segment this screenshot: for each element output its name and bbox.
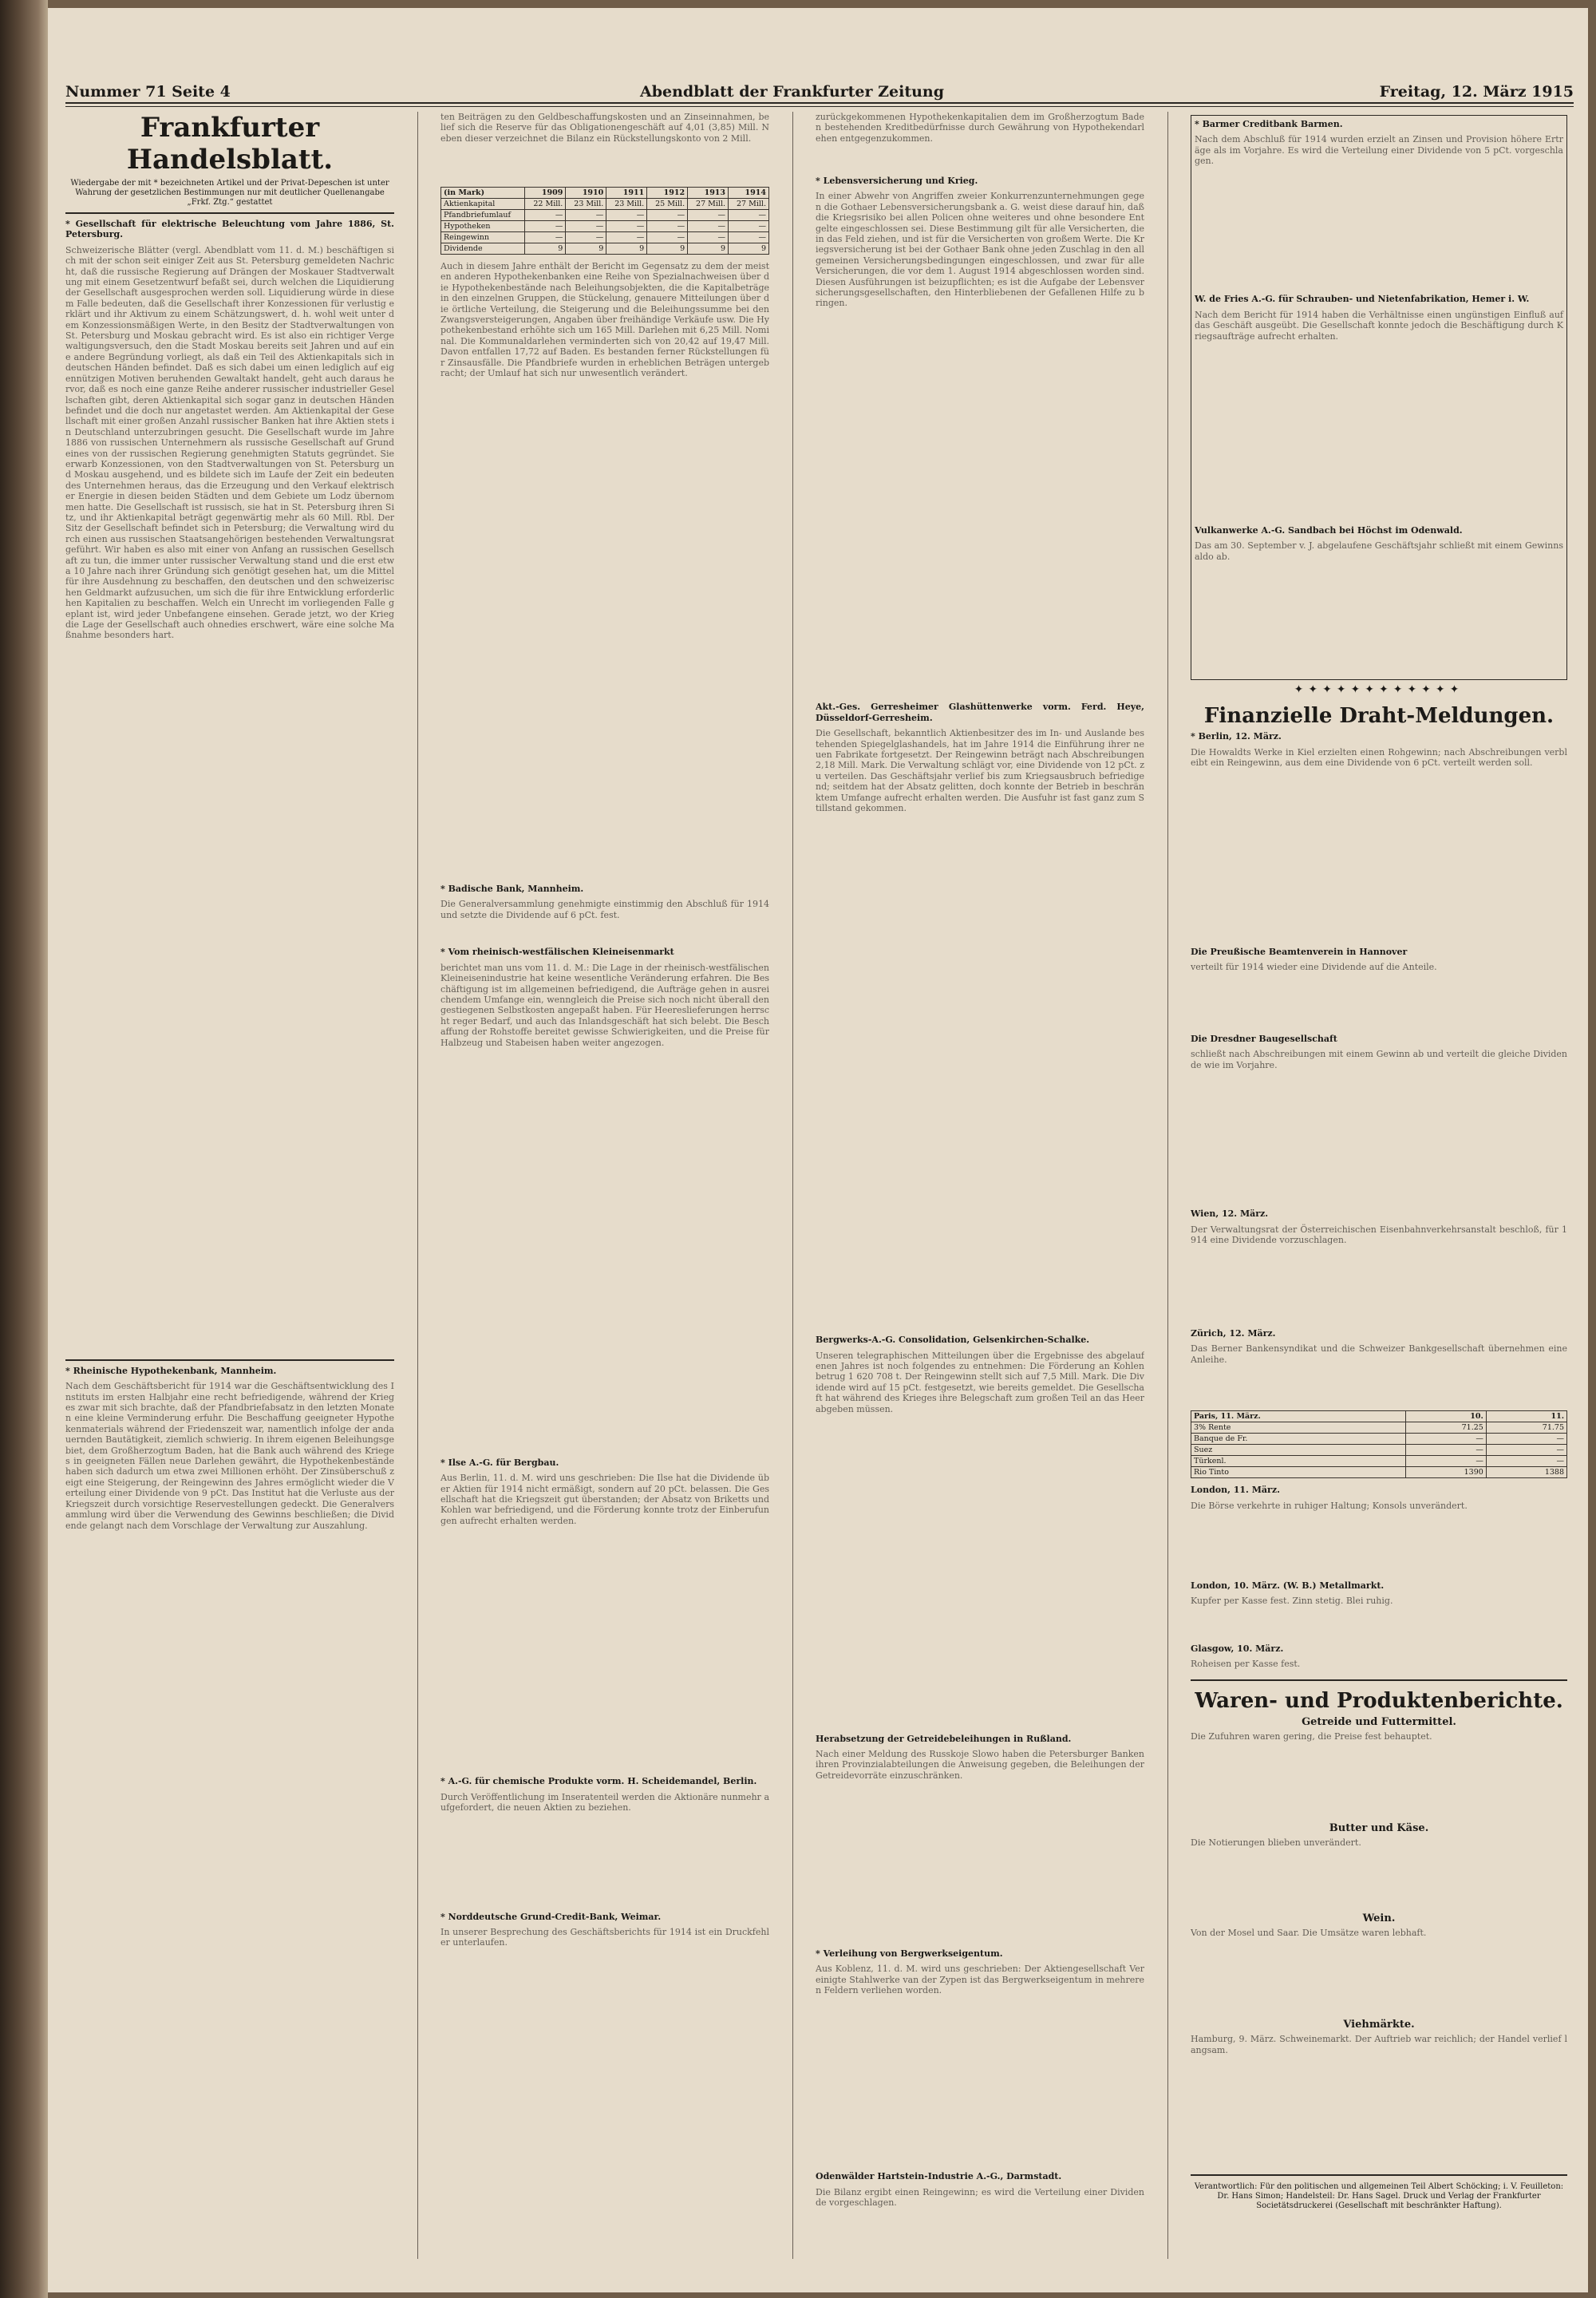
article-body: Die Zufuhren waren gering, die Preise fest behauptet. bbox=[1191, 1731, 1432, 1742]
article-body: Die Howaldts Werke in Kiel erzielten einen Rohgewinn; nach Abschreibungen verbleibt ein Reingewinn, aus dem eine Dividende von 6 pCt. verteilt werden soll. bbox=[1191, 746, 1567, 769]
article-heading: * Rheinische Hypothekenbank, Mannheim. bbox=[65, 1365, 277, 1376]
table-row: 3% Rente 71.25 71.75 bbox=[1191, 1422, 1567, 1434]
masthead-rule bbox=[65, 102, 1574, 104]
article-body: Der Verwaltungsrat der Österreichischen Eisenbahnverkehrsanstalt beschloß, für 1914 eine Dividende vorzuschlagen. bbox=[1191, 1224, 1567, 1246]
article-heading: Herabsetzung der Getreidebeleihungen in Rußland. bbox=[816, 1733, 1072, 1744]
table-row: Pfandbriefumlauf — — — — — — bbox=[441, 210, 769, 221]
article-body: Die Börse verkehrte in ruhiger Haltung; Konsols unverändert. bbox=[1191, 1500, 1468, 1511]
article-body: ten Beiträgen zu den Geldbeschaffungskosten und an Zinseinnahmen, belief sich die Reserve für das Obligationengeschäft auf 4,01 (3,85) Mill. Neben dieser verzeichnet die Bilanz ein Rückstellungskonto von 2 Mill. bbox=[440, 112, 769, 144]
section-title: Finanzielle Draht-Meldungen. bbox=[1203, 704, 1555, 729]
article-body: schließt nach Abschreibungen mit einem Gewinn ab und verteilt die gleiche Dividende wie im Vorjahre. bbox=[1191, 1049, 1567, 1070]
column-4 bbox=[1191, 112, 1567, 2267]
article-body: Aus Koblenz, 11. d. M. wird uns geschrieben: Der Aktiengesellschaft Vereinigte Stahlwerke van der Zypen ist das Bergwerkseigentum in mehreren Feldern verliehen worden. bbox=[816, 1964, 1144, 1996]
article-body: Die Bilanz ergibt einen Reingewinn; es wird die Verteilung einer Dividende vorgeschlagen. bbox=[816, 2186, 1144, 2209]
imprint: Verantwortlich: Für den politischen und allgemeinen Teil Albert Schöcking; i. V. Feuilleton: Dr. Hans Simon; Handelsteil: Dr. Hans Sagel. Druck und Verlag der Frankfurter Societätsdruckerei (Gesellschaft mit beschränkter Haftung). bbox=[1194, 2182, 1564, 2211]
market-table: Paris, 11. März. 10. 11. 3% Rente 71.25 71.75 Banque de Fr. — — Suez — — Türkenl. — — Rio Tinto 1390 1388 bbox=[1191, 1410, 1567, 1478]
table-row: Hypotheken — — — — — — bbox=[441, 221, 769, 232]
newspaper-title: Abendblatt der Frankfurter Zeitung bbox=[640, 83, 945, 101]
article-heading: Zürich, 12. März. bbox=[1191, 1327, 1276, 1339]
article-body: Schweizerische Blätter (vergl. Abendblatt vom 11. d. M.) beschäftigen sich mit der schon seit einiger Zeit aus St. Petersburg gemeldeten Nachricht, daß die russische Regierung auf Drängen der Moskauer Stadtverwaltung mit einem Gesetzentwurf befaßt sei, durch welchen die Liquidierung der Gesellschaft ausgesprochen werden soll. Liquidierung würde in diesem Falle bedeuten, daß die Gesellschaft ihrer Konzessionen für verlustig erklärt und ihr Aktivum zu einem Schätzungswert, d. h. wohl weit unter dem Konzessionsmäßigen Werte, in den Besitz der Stadtverwaltungen von St. Petersburg und Moskau gebracht wird. Es ist also ein richtiger Vergewaltigungsversuch, den die Stadt Moskau bereits seit Jahren und auf eine andere Begründung vorliegt, als daß ein Teil des Aktienkapitals sich in deutschen Händen befindet. Daß es sich dabei um einen lediglich auf eigennützigen Motiven beruhenden Gewaltakt handelt, geht auch daraus hervor, daß es noch eine ganze Reihe anderer russischer industrieller Gesellschaften gibt, deren Aktienkapital sich sogar ganz in deutschen Händen befindet und die doch nur angetastet werden. Am Aktienkapital der Gesellschaft mit einer großen Anzahl russischer Banken hat ihre Aktien stets in Deutschland unterzubringen gesucht. Die Gesellschaft wurde im Jahre 1886 von russischen Unternehmern als russische Gesellschaft auf Grund eines von der russischen Regierung genehmigten Statuts gegründet. Sie erwarb Konzessionen, von den Stadtverwaltungen von St. Petersburg und Moskau ausgehend, und es bildete sich im Laufe der Zeit ein bedeutendes Unternehmen heraus, das die Erzeugung und den Verkauf elektrischer Energie in diesen beiden Städten und dem Gebiete um Lodz übernommen hatte. Die Gesellschaft ist russisch, sie hat in St. Petersburg ihren Sitz, und ihr Aktienkapital beträgt gegenwärtig mehr als 60 Mill. Rbl. Der Sitz der Gesellschaft befindet sich in Petersburg; die Verwaltung wird durch einen aus russischen Staatsangehörigen bestehenden Verwaltungsrat geführt. Wir haben es also mit einer von Anfang an russischen Gesellschaft zu tun, die immer unter russischer Verwaltung stand und die erst etwa 10 Jahre nach ihrer Gründung sich genötigt gesehen hat, um die Mittel für ihre Ausdehnung zu beschaffen, den deutschen und den schweizerischen Geldmarkt aufzusuchen, um sich die für ihre Entwicklung erforderlichen Kapitalien zu beschaffen. Welch ein Unrecht im vorliegenden Falle geplant ist, wird jeder Unbefangene einsehen. Gerade jetzt, wo der Krieg die Lage der Gesellschaft auch ohnedies erschwert, wäre eine solche Maßnahme besonders hart. bbox=[65, 244, 394, 641]
subsection-title: Wein. bbox=[1362, 1912, 1396, 1925]
section-title: Frankfurter Handelsblatt. bbox=[126, 112, 334, 176]
article-heading: Bergwerks-A.-G. Consolidation, Gelsenkirchen-Schalke. bbox=[816, 1335, 1090, 1346]
article-heading: * Berlin, 12. März. bbox=[1191, 731, 1282, 742]
issue-date: Freitag, 12. März 1915 bbox=[1379, 83, 1574, 101]
subsection-title: Viehmärkte. bbox=[1343, 2019, 1415, 2031]
article-body: zurückgekommenen Hypothekenkapitalien dem im Großherzogtum Baden bestehenden Kreditbedürfnisse durch Gewährung von Hypothekendarlehen entgegenzukommen. bbox=[816, 112, 1144, 144]
article-heading: * Badische Bank, Mannheim. bbox=[440, 884, 584, 894]
divider bbox=[65, 212, 394, 214]
article-body: Hamburg, 9. März. Schweinemarkt. Der Auftrieb war reichlich; der Handel verlief langsam. bbox=[1191, 2034, 1567, 2055]
divider bbox=[65, 1359, 394, 1361]
column-1 bbox=[65, 112, 394, 2267]
boxed-notices bbox=[1191, 115, 1567, 680]
column-separator bbox=[792, 112, 793, 2259]
article-body: Unseren telegraphischen Mitteilungen über die Ergebnisse des abgelaufenen Jahres ist noch folgendes zu entnehmen: Die Förderung an Kohlen betrug 1 620 708 t. Der Reingewinn stellt sich auf 7,5 Mill. Mark. Die Dividende wird auf 15 pCt. festgesetzt, wie bereits gemeldet. Die Gesellschaft hat während des Krieges ihre Belegschaft zum großen Teil an das Heer abgeben müssen. bbox=[816, 1350, 1144, 1414]
ornament-divider: ✦✦✦✦✦✦✦✦✦✦✦✦ bbox=[1294, 683, 1464, 697]
divider bbox=[1191, 1679, 1567, 1681]
article-body: Das Berner Bankensyndikat und die Schweizer Bankgesellschaft übernehmen eine Anleihe. bbox=[1191, 1343, 1567, 1365]
article-heading: * A.-G. für chemische Produkte vorm. H. Scheidemandel, Berlin. bbox=[440, 1776, 757, 1787]
article-body: Das am 30. September v. J. abgelaufene Geschäftsjahr schließt mit einem Gewinnsaldo ab. bbox=[1195, 540, 1563, 562]
column-separator bbox=[417, 112, 418, 2259]
article-heading: * Gesellschaft für elektrische Beleuchtung vom Jahre 1886, St. Petersburg. bbox=[65, 219, 394, 240]
article-body: Auch in diesem Jahre enthält der Bericht im Gegensatz zu dem der meisten anderen Hypothekenbanken eine Reihe von Spezialnachweisen über die Hypothekenbestände nach Beleihungsobjekten, die die Kapitalbeträge in den einzelnen Gruppen, die Stückelung, genauere Mitteilungen über die örtliche Verteilung, die Steigerung und die Beleihungssumme bei den Zwangsversteigerungen, Angaben über freihändige Verkäufe usw. Die Hypothekenbestand erhöhte sich um 165 Mill. Darlehen mit 6,25 Mill. Nominal. Die Kommunaldarlehen verminderten sich von 20,42 auf 19,47 Mill. Davon entfallen 17,72 auf Baden. Es bestanden ferner Rückstellungen für Zinsausfälle. Die Pfandbriefe wurden in erheblichen Beträgen untergebracht; der Umlauf hat sich nur unwesentlich verändert. bbox=[440, 261, 769, 379]
article-body: Von der Mosel und Saar. Die Umsätze waren lebhaft. bbox=[1191, 1928, 1427, 1939]
table-row: Suez — — bbox=[1191, 1445, 1567, 1456]
article-body: Durch Veröffentlichung im Inseratenteil werden die Aktionäre nunmehr aufgefordert, die neuen Aktien zu beziehen. bbox=[440, 1791, 769, 1813]
article-heading: Die Preußische Beamtenverein in Hannover bbox=[1191, 946, 1408, 957]
column-2 bbox=[440, 112, 769, 2267]
article-body: Die Gesellschaft, bekanntlich Aktienbesitzer des im In- und Auslande bestehenden Spiegelglashandels, hat im Jahre 1914 die Einführung ihrer neuen Fabrikate fortgesetzt. Der Reingewinn beträgt nach Abschreibungen 2,18 Mill. Mark. Die Verwaltung schlägt vor, eine Dividende von 12 pCt. zu verteilen. Das Geschäftsjahr verlief bis zum Kriegsausbruch befriedigend; seitdem hat der Absatz gelitten, doch konnte der Betrieb in beschränktem Umfange aufrecht erhalten werden. Die Ausfuhr ist fast ganz zum Stillstand gekommen. bbox=[816, 728, 1144, 814]
divider bbox=[1191, 2174, 1567, 2176]
reprint-note: Wiedergabe der mit * bezeichneten Artikel und der Privat-Depeschen ist unter Wahrung der gesetzlichen Bestimmungen nur mit deutlicher Quellenangabe „Frkf. Ztg.“ gestattet bbox=[70, 179, 389, 207]
article-body: Die Generalversammlung genehmigte einstimmig den Abschluß für 1914 und setzte die Dividende auf 6 pCt. fest. bbox=[440, 899, 769, 920]
article-heading: * Lebensversicherung und Krieg. bbox=[816, 176, 978, 186]
table-row: Aktienkapital 22 Mill. 23 Mill. 23 Mill. 25 Mill. 27 Mill. 27 Mill. bbox=[441, 199, 769, 210]
article-heading: * Barmer Creditbank Barmen. bbox=[1195, 119, 1343, 129]
article-heading: Akt.-Ges. Gerresheimer Glashüttenwerke vorm. Ferd. Heye, Düsseldorf-Gerresheim. bbox=[816, 702, 1144, 723]
table-row: Rio Tinto 1390 1388 bbox=[1191, 1467, 1567, 1478]
article-body: Nach einer Meldung des Russkoje Slowo haben die Petersburger Banken ihren Provinzialabteilungen die Anweisung gegeben, die Beleihungen der Getreidevorräte einzuschränken. bbox=[816, 1749, 1144, 1781]
masthead bbox=[65, 78, 1574, 102]
article-body: In unserer Besprechung des Geschäftsberichts für 1914 ist ein Druckfehler unterlaufen. bbox=[440, 1927, 769, 1948]
article-heading: * Vom rheinisch-westfälischen Kleineisenmarkt bbox=[440, 947, 674, 958]
column-3 bbox=[816, 112, 1144, 2267]
article-heading: * Norddeutsche Grund-Credit-Bank, Weimar. bbox=[440, 1911, 662, 1922]
article-heading: Die Dresdner Baugesellschaft bbox=[1191, 1034, 1337, 1045]
article-body: berichtet man uns vom 11. d. M.: Die Lage in der rheinisch-westfälischen Kleineisenindustrie hat keine wesentliche Veränderung erfahren. Die Beschäftigung ist im allgemeinen befriedigend, die Aufträge gehen in ausreichendem Umfange ein, wenngleich die Preise sich noch nicht überall den gestiegenen Selbstkosten angepaßt haben. Für Heereslieferungen herrscht reger Bedarf, und auch das Inlandsgeschäft hat sich belebt. Die Beschaffung der Rohstoffe bereitet gewisse Schwierigkeiten, und die Preise für Halbzeug und Stabeisen haben weiter angezogen. bbox=[440, 962, 769, 1048]
article-body: Die Notierungen blieben unverändert. bbox=[1191, 1837, 1361, 1849]
article-heading: London, 10. März. (W. B.) Metallmarkt. bbox=[1191, 1580, 1385, 1591]
article-heading: Glasgow, 10. März. bbox=[1191, 1643, 1284, 1655]
article-heading: * Ilse A.-G. für Bergbau. bbox=[440, 1457, 559, 1468]
table-row: Türkenl. — — bbox=[1191, 1456, 1567, 1467]
financial-table: (in Mark) 1909 1910 1911 1912 1913 1914 Aktienkapital 22 Mill. 23 Mill. 23 Mill. 25 Mill. 27 Mill. 27 Mill. Pfandbriefumlauf — — — — — — Hypotheken — — — — — — Reingewinn — — — — — — Dividende 9 9 9 9 9 9 bbox=[440, 187, 769, 255]
article-body: Roheisen per Kasse fest. bbox=[1191, 1659, 1301, 1670]
article-body: Nach dem Bericht für 1914 haben die Verhältnisse einen ungünstigen Einfluß auf das Geschäft ausgeübt. Die Gesellschaft konnte jedoch die Beschäftigung durch Kriegsaufträge aufrecht erhalten. bbox=[1195, 309, 1563, 342]
article-heading: Wien, 12. März. bbox=[1191, 1208, 1269, 1220]
table-row: Banque de Fr. — — bbox=[1191, 1434, 1567, 1445]
article-heading: London, 11. März. bbox=[1191, 1485, 1280, 1496]
article-body: Nach dem Abschluß für 1914 wurden erzielt an Zinsen und Provision höhere Erträge als im Vorjahre. Es wird die Verteilung einer Dividende von 5 pCt. vorgeschlagen. bbox=[1195, 134, 1563, 167]
table-row: Reingewinn — — — — — — bbox=[441, 232, 769, 243]
table-row: Dividende 9 9 9 9 9 9 bbox=[441, 243, 769, 255]
article-body: Aus Berlin, 11. d. M. wird uns geschrieben: Die Ilse hat die Dividende über Aktien für 1914 nicht ermäßigt, sondern auf 20 pCt. belassen. Die Gesellschaft hat die Kriegszeit gut überstanden; der Absatz von Briketts und Kohlen war befriedigend, und die Förderung konnte trotz der Einberufungen aufrecht erhalten werden. bbox=[440, 1473, 769, 1526]
page-number: Nummer 71 Seite 4 bbox=[65, 83, 231, 101]
book-binding bbox=[0, 0, 48, 2298]
article-heading: Odenwälder Hartstein-Industrie A.-G., Darmstadt. bbox=[816, 2171, 1062, 2182]
article-heading: Vulkanwerke A.-G. Sandbach bei Höchst im Odenwald. bbox=[1195, 524, 1463, 536]
section-title: Waren- und Produktenberichte. bbox=[1195, 1689, 1563, 1714]
article-heading: W. de Fries A.-G. für Schrauben- und Nietenfabrikation, Hemer i. W. bbox=[1195, 294, 1530, 305]
article-body: In einer Abwehr von Angriffen zweier Konkurrenzunternehmungen gegen die Gothaer Lebensversicherungsbank a. G. weist diese darauf hin, daß die Kriegsrisiko bei allen Policen ohne weiteres und ohne besondere Entgelte eingeschlossen sei. Diese Bestimmung gilt für alle Versicherten, die in das Feld ziehen, und ist für die Versicherten von großem Werte. Die Kriegsversicherung ist bei der Gothaer Bank ohne jeden Zuschlag in den allgemeinen Versicherungsbedingungen eingeschlossen, und zwar für alle Versicherungen, die vor dem 1. August 1914 abgeschlossen worden sind. Diesen Ausführungen ist beizupflichten; es ist die Aufgabe der Lebensversicherungsgesellschaften, den Hinterbliebenen der Gefallenen Hilfe zu bringen. bbox=[816, 191, 1144, 309]
article-body: verteilt für 1914 wieder eine Dividende auf die Anteile. bbox=[1191, 962, 1437, 973]
subsection-title: Getreide und Futtermittel. bbox=[1302, 1716, 1456, 1729]
article-body: Nach dem Geschäftsbericht für 1914 war die Geschäftsentwicklung des Instituts im ersten Halbjahr eine recht befriedigende, während der Krieg es zwar mit sich brachte, daß der Pfandbriefabsatz in den letzten Monaten eine kleine Verminderung erfuhr. Die Beschaffung geeigneter Hypothekenmaterials während der Friedenszeit war, namentlich infolge der andauernden Bautätigkeit, ziemlich schwierig. In ihrem eigenen Beleihungsgebiet, dem Großherzogtum Baden, hat die Bank auch während des Krieges in geeigneten Fällen neue Darlehen gewährt, die Hypothekenbestände haben sich dadurch um etwa zwei Millionen erhöht. Der Zinsüberschuß zeigt eine Steigerung, der Reingewinn des Jahres ermöglicht wieder die Verteilung einer Dividende von 9 pCt. Das Institut hat die Verluste aus der Kriegszeit durch vorsichtige Reservestellungen gedeckt. Die Generalversammlung wird über die Verwendung des Gewinns beschließen; die Dividende gelangt nach dem Vorschlage der Verwaltung zur Auszahlung. bbox=[65, 1381, 394, 1531]
column-separator bbox=[1167, 112, 1168, 2259]
masthead-rule-thin bbox=[65, 106, 1574, 107]
subsection-title: Butter und Käse. bbox=[1329, 1822, 1429, 1835]
article-body: Kupfer per Kasse fest. Zinn stetig. Blei ruhig. bbox=[1191, 1596, 1393, 1607]
article-heading: * Verleihung von Bergwerkseigentum. bbox=[816, 1948, 1003, 1960]
